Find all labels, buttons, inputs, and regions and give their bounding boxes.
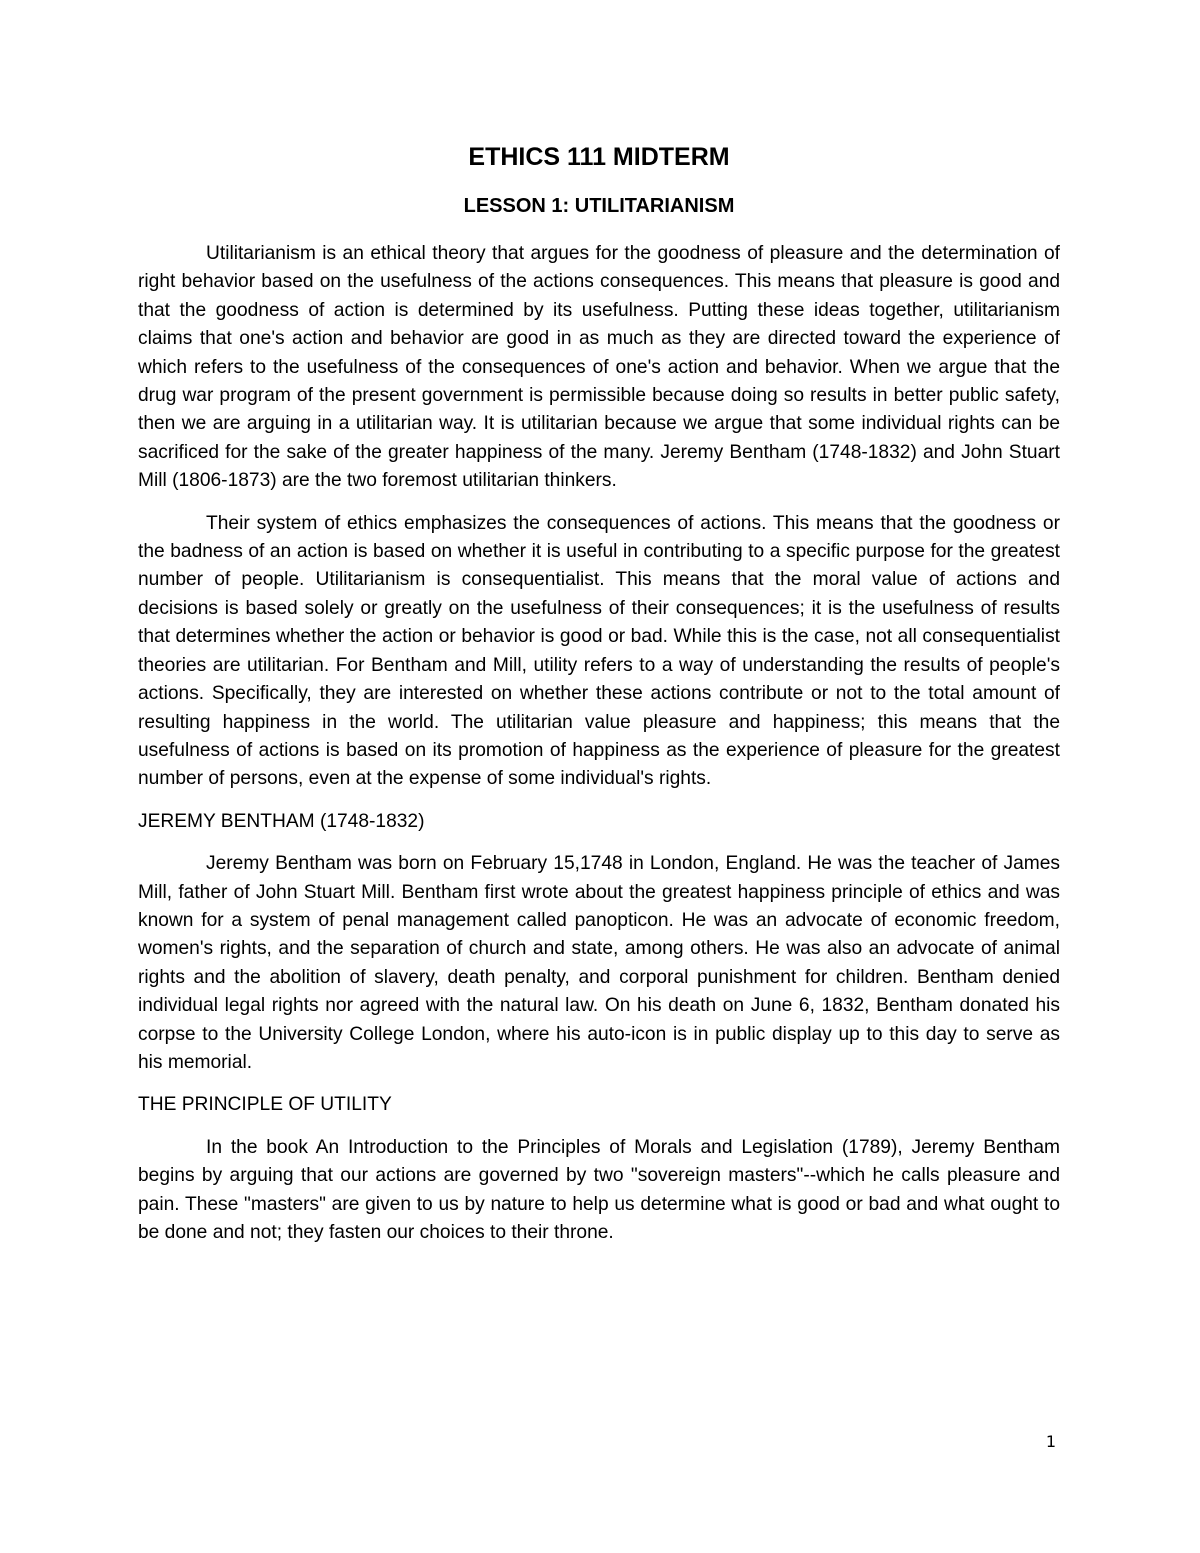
document-title: ETHICS 111 MIDTERM: [468, 143, 730, 171]
paragraph-principle-of-utility: In the book An Introduction to the Principles of Morals and Legislation (1789), Jeremy Bentham begins by arguing that our actions are governed by two "sovereign masters"--which he calls pleasure and pain. These "masters" are given to us by nature to help us determine what is good or bad and what ought to be done and not; they fasten our choices to their throne.: [138, 1136, 1060, 1243]
lesson-title: LESSON 1: UTILITARIANISM: [463, 195, 735, 217]
paragraph-bentham-bio: Jeremy Bentham was born on February 15,1748 in London, England. He was the teacher of James Mill, father of John Stuart Mill. Bentham first wrote about the greatest happiness principle of ethics and was known for a system of penal management called panopticon. He was an advocate of economic freedom, women's rights, and the separation of church and state, among others. He was also an advocate of animal rights and the abolition of slavery, death penalty, and corporal punishment for children. Bentham denied individual legal rights nor agreed with the natural law. On his death on June 6, 1832, Bentham donated his corpse to the University College London, where his auto-icon is in public display up to this day to serve as his memorial.: [138, 853, 1060, 1073]
page-number: 1: [1045, 1432, 1056, 1451]
paragraph-utilitarianism-intro: Utilitarianism is an ethical theory that argues for the goodness of pleasure and the determination of right behavior based on the usefulness of the actions consequences. This means that pleasure is good and that the goodness of action is determined by its usefulness. Putting these ideas together, utilitarianism claims that one's action and behavior are good in as much as they are directed toward the experience of which refers to the usefulness of the consequences of one's action and behavior. When we argue that the drug war program of the present government is permissible because doing so results in better public safety, then we are arguing in a utilitarian way. It is utilitarian because we argue that some individual rights can be sacrificed for the sake of the greater happiness of the many. Jeremy Bentham (1748-1832) and John Stuart Mill (1806-1873) are the two foremost utilitarian thinkers.: [138, 243, 1060, 492]
paragraph-consequences: Their system of ethics emphasizes the consequences of actions. This means that the goodness or the badness of an action is based on whether it is useful in contributing to a specific purpose for the greatest number of people. Utilitarianism is consequentialist. This means that the moral value of actions and decisions is based solely or greatly on the usefulness of their consequences; it is the usefulness of results that determines whether the action or behavior is good or bad. While this is the case, not all consequentialist theories are utilitarian. For Bentham and Mill, utility refers to a way of understanding the results of people's actions. Specifically, they are interested on whether these actions contribute or not to the total amount of resulting happiness in the world. The utilitarian value pleasure and happiness; this means that the usefulness of actions is based on its promotion of happiness as the experience of pleasure for the greatest number of persons, even at the expense of some individual's rights.: [138, 512, 1060, 790]
page-content: [138, 140, 1060, 1247]
heading-principle-of-utility: THE PRINCIPLE OF UTILITY: [138, 1094, 392, 1116]
heading-jeremy-bentham: JEREMY BENTHAM (1748-1832): [138, 810, 425, 832]
